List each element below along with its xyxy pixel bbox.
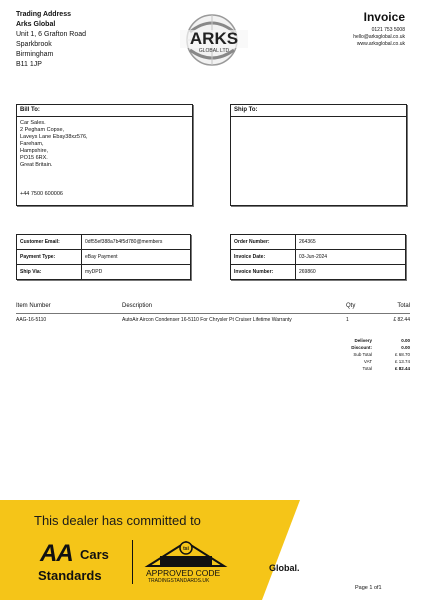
item-number: AAG-16-5110	[16, 317, 47, 323]
item-qty: 1	[346, 317, 349, 323]
trading-address-heading: Trading Address	[16, 11, 71, 18]
info-label: Payment Type:	[17, 250, 82, 265]
total-value: £ 82.44	[394, 366, 410, 371]
bill-line: Great Britain.	[20, 162, 53, 168]
page-number: Page 1 of1	[355, 585, 382, 591]
total-label: Total	[362, 366, 372, 371]
aa-standards-label: Standards	[38, 568, 102, 583]
info-row	[231, 235, 406, 250]
info-label: Customer Email:	[17, 235, 82, 250]
banner-divider	[132, 540, 133, 584]
trading-address	[16, 10, 86, 70]
total-value: 0.00	[401, 338, 410, 343]
total-value: 0.00	[401, 345, 410, 350]
order-info-left	[16, 234, 191, 280]
info-label: Order Number:	[231, 235, 296, 250]
bill-to-box	[16, 104, 193, 206]
address-line: B11 1JP	[16, 61, 42, 68]
total-label: Delivery	[354, 338, 372, 343]
total-row	[300, 365, 410, 372]
seller-email: hello@arksglobal.co.uk	[353, 34, 405, 40]
total-value: £ 68.70	[394, 352, 410, 357]
order-info-right	[230, 234, 406, 280]
seller-phone: 0121 753 5008	[371, 27, 405, 33]
bill-to-phone: +44 7500 600006	[20, 191, 63, 197]
info-label: Invoice Number:	[231, 265, 296, 280]
col-header-qty: Qty	[346, 303, 356, 309]
info-value: 269860	[296, 265, 406, 280]
aa-logo: AA	[40, 540, 73, 567]
total-row	[300, 344, 410, 351]
col-header-description: Description	[122, 303, 153, 309]
invoice-title: Invoice	[363, 10, 405, 24]
ship-to-label: Ship To:	[231, 105, 406, 117]
bill-to-label: Bill To:	[17, 105, 192, 117]
seller-website: www.arksglobal.co.uk	[356, 41, 405, 47]
info-value: eBay Payment	[82, 250, 191, 265]
items-header-row	[16, 303, 410, 314]
info-row	[17, 250, 191, 265]
info-value: myDPD	[82, 265, 191, 280]
bill-line: 2 Pegham Copse,	[20, 127, 65, 133]
bill-line: Fareham,	[20, 141, 44, 147]
seller-name: Arks Global	[16, 21, 56, 28]
trading-standards-url: TRADINGSTANDARDS.UK	[148, 578, 210, 584]
col-header-item: Item Number	[16, 303, 51, 309]
seller-contact	[353, 27, 405, 48]
tsi-text: tsi	[183, 546, 189, 552]
info-value: 264365	[296, 235, 406, 250]
address-line: Unit 1, 6 Grafton Road	[16, 31, 87, 38]
bill-line: PO15 6RX.	[20, 155, 48, 161]
seller-name-fragment: Global.	[269, 563, 300, 573]
total-label: Sub Total	[353, 352, 372, 357]
info-value: 03-Jun-2024	[296, 250, 406, 265]
bill-to-address	[17, 117, 192, 172]
total-label: Discount:	[351, 345, 372, 350]
info-row	[17, 235, 191, 250]
total-row	[300, 358, 410, 365]
bill-line: Hampshire,	[20, 148, 49, 154]
address-line: Sparkbrook	[16, 41, 52, 48]
table-row	[16, 317, 410, 327]
item-total: £ 82.44	[393, 317, 410, 323]
arks-global-logo	[176, 12, 252, 68]
logo-text: ARKS	[189, 29, 239, 48]
info-row	[231, 250, 406, 265]
approved-code-label: APPROVED CODE	[146, 568, 221, 578]
aa-cars-label: Cars	[80, 547, 109, 562]
logo-sub-text: GLOBAL LTD	[198, 48, 230, 54]
address-line: Birmingham	[16, 51, 54, 58]
info-value: 0df55ef388a7b4f5d780@members	[82, 235, 191, 250]
item-description: AutoAir Aircon Condenser 16-5110 For Chrysler Pt Cruiser Lifetime Warranty	[122, 317, 292, 323]
totals-block	[300, 337, 410, 372]
info-label: Invoice Date:	[231, 250, 296, 265]
ship-to-box	[230, 104, 407, 206]
banner-text: This dealer has committed to	[34, 513, 201, 528]
total-row	[300, 337, 410, 344]
bill-line: Laveys Lane Ebay38xz576,	[20, 134, 88, 140]
info-row	[231, 265, 406, 280]
info-label: Ship Via:	[17, 265, 82, 280]
col-header-total: Total	[397, 303, 410, 309]
total-row	[300, 351, 410, 358]
bill-line: Car Sales.	[20, 120, 46, 126]
total-label: VAT	[363, 359, 372, 364]
total-value: £ 13.74	[394, 359, 410, 364]
info-row	[17, 265, 191, 280]
